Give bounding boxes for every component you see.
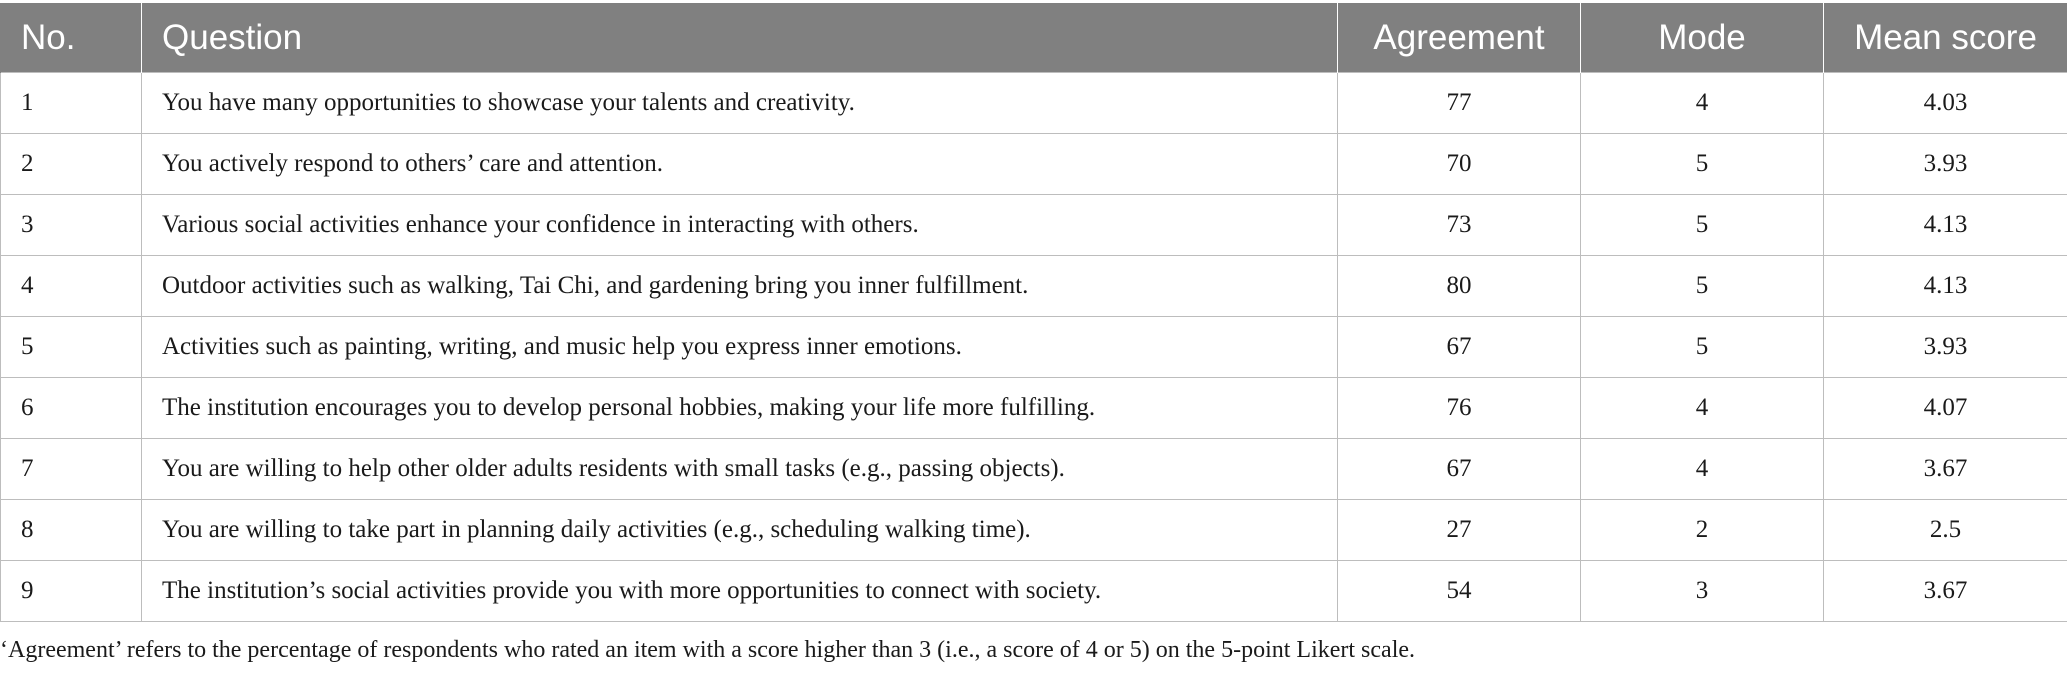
cell-mode: 5	[1581, 317, 1824, 378]
cell-mean-score: 4.13	[1824, 195, 2067, 256]
header-mode: Mode	[1581, 3, 1824, 73]
cell-mean-score: 3.93	[1824, 317, 2067, 378]
table-row	[1, 256, 2067, 317]
cell-mode: 4	[1581, 439, 1824, 500]
cell-question: Activities such as painting, writing, and music help you express inner emotions.	[142, 317, 1338, 378]
cell-agreement: 80	[1338, 256, 1581, 317]
cell-no: 3	[1, 195, 142, 256]
cell-no: 5	[1, 317, 142, 378]
cell-no: 7	[1, 439, 142, 500]
cell-no: 9	[1, 561, 142, 622]
header-question: Question	[142, 3, 1338, 73]
cell-mode: 4	[1581, 378, 1824, 439]
survey-table	[0, 3, 2067, 622]
cell-question: You are willing to help other older adults residents with small tasks (e.g., passing objects).	[142, 439, 1338, 500]
header-no: No.	[1, 3, 142, 73]
cell-mean-score: 4.07	[1824, 378, 2067, 439]
table-row	[1, 378, 2067, 439]
cell-no: 6	[1, 378, 142, 439]
cell-agreement: 27	[1338, 500, 1581, 561]
cell-mean-score: 4.13	[1824, 256, 2067, 317]
cell-agreement: 70	[1338, 134, 1581, 195]
cell-mode: 5	[1581, 256, 1824, 317]
table-body	[1, 73, 2067, 622]
table-footnote: ‘Agreement’ refers to the percentage of respondents who rated an item with a score higher than 3 (i.e., a score of 4 or 5) on the 5-point Likert scale.	[0, 637, 1416, 663]
cell-no: 8	[1, 500, 142, 561]
cell-agreement: 67	[1338, 439, 1581, 500]
cell-question: Outdoor activities such as walking, Tai Chi, and gardening bring you inner fulfillment.	[142, 256, 1338, 317]
cell-mean-score: 2.5	[1824, 500, 2067, 561]
cell-mode: 4	[1581, 73, 1824, 134]
cell-question: Various social activities enhance your confidence in interacting with others.	[142, 195, 1338, 256]
table-header	[1, 3, 2067, 73]
cell-mode: 3	[1581, 561, 1824, 622]
header-row	[1, 3, 2067, 73]
cell-question: You are willing to take part in planning daily activities (e.g., scheduling walking time).	[142, 500, 1338, 561]
cell-mode: 5	[1581, 134, 1824, 195]
table-row	[1, 500, 2067, 561]
cell-mean-score: 4.03	[1824, 73, 2067, 134]
table-row	[1, 439, 2067, 500]
cell-no: 1	[1, 73, 142, 134]
cell-question: You have many opportunities to showcase your talents and creativity.	[142, 73, 1338, 134]
cell-no: 4	[1, 256, 142, 317]
cell-question: You actively respond to others’ care and attention.	[142, 134, 1338, 195]
table-row	[1, 73, 2067, 134]
cell-no: 2	[1, 134, 142, 195]
table-row	[1, 195, 2067, 256]
cell-agreement: 73	[1338, 195, 1581, 256]
cell-agreement: 67	[1338, 317, 1581, 378]
table-row	[1, 317, 2067, 378]
cell-question: The institution’s social activities provide you with more opportunities to connect with society.	[142, 561, 1338, 622]
table-row	[1, 134, 2067, 195]
table-row	[1, 561, 2067, 622]
cell-agreement: 77	[1338, 73, 1581, 134]
cell-mean-score: 3.67	[1824, 439, 2067, 500]
header-agreement: Agreement	[1338, 3, 1581, 73]
cell-mode: 5	[1581, 195, 1824, 256]
cell-question: The institution encourages you to develop personal hobbies, making your life more fulfilling.	[142, 378, 1338, 439]
cell-mean-score: 3.93	[1824, 134, 2067, 195]
cell-agreement: 76	[1338, 378, 1581, 439]
header-mean-score: Mean score	[1824, 3, 2067, 73]
cell-mean-score: 3.67	[1824, 561, 2067, 622]
survey-table-container	[0, 3, 2067, 622]
cell-agreement: 54	[1338, 561, 1581, 622]
cell-mode: 2	[1581, 500, 1824, 561]
